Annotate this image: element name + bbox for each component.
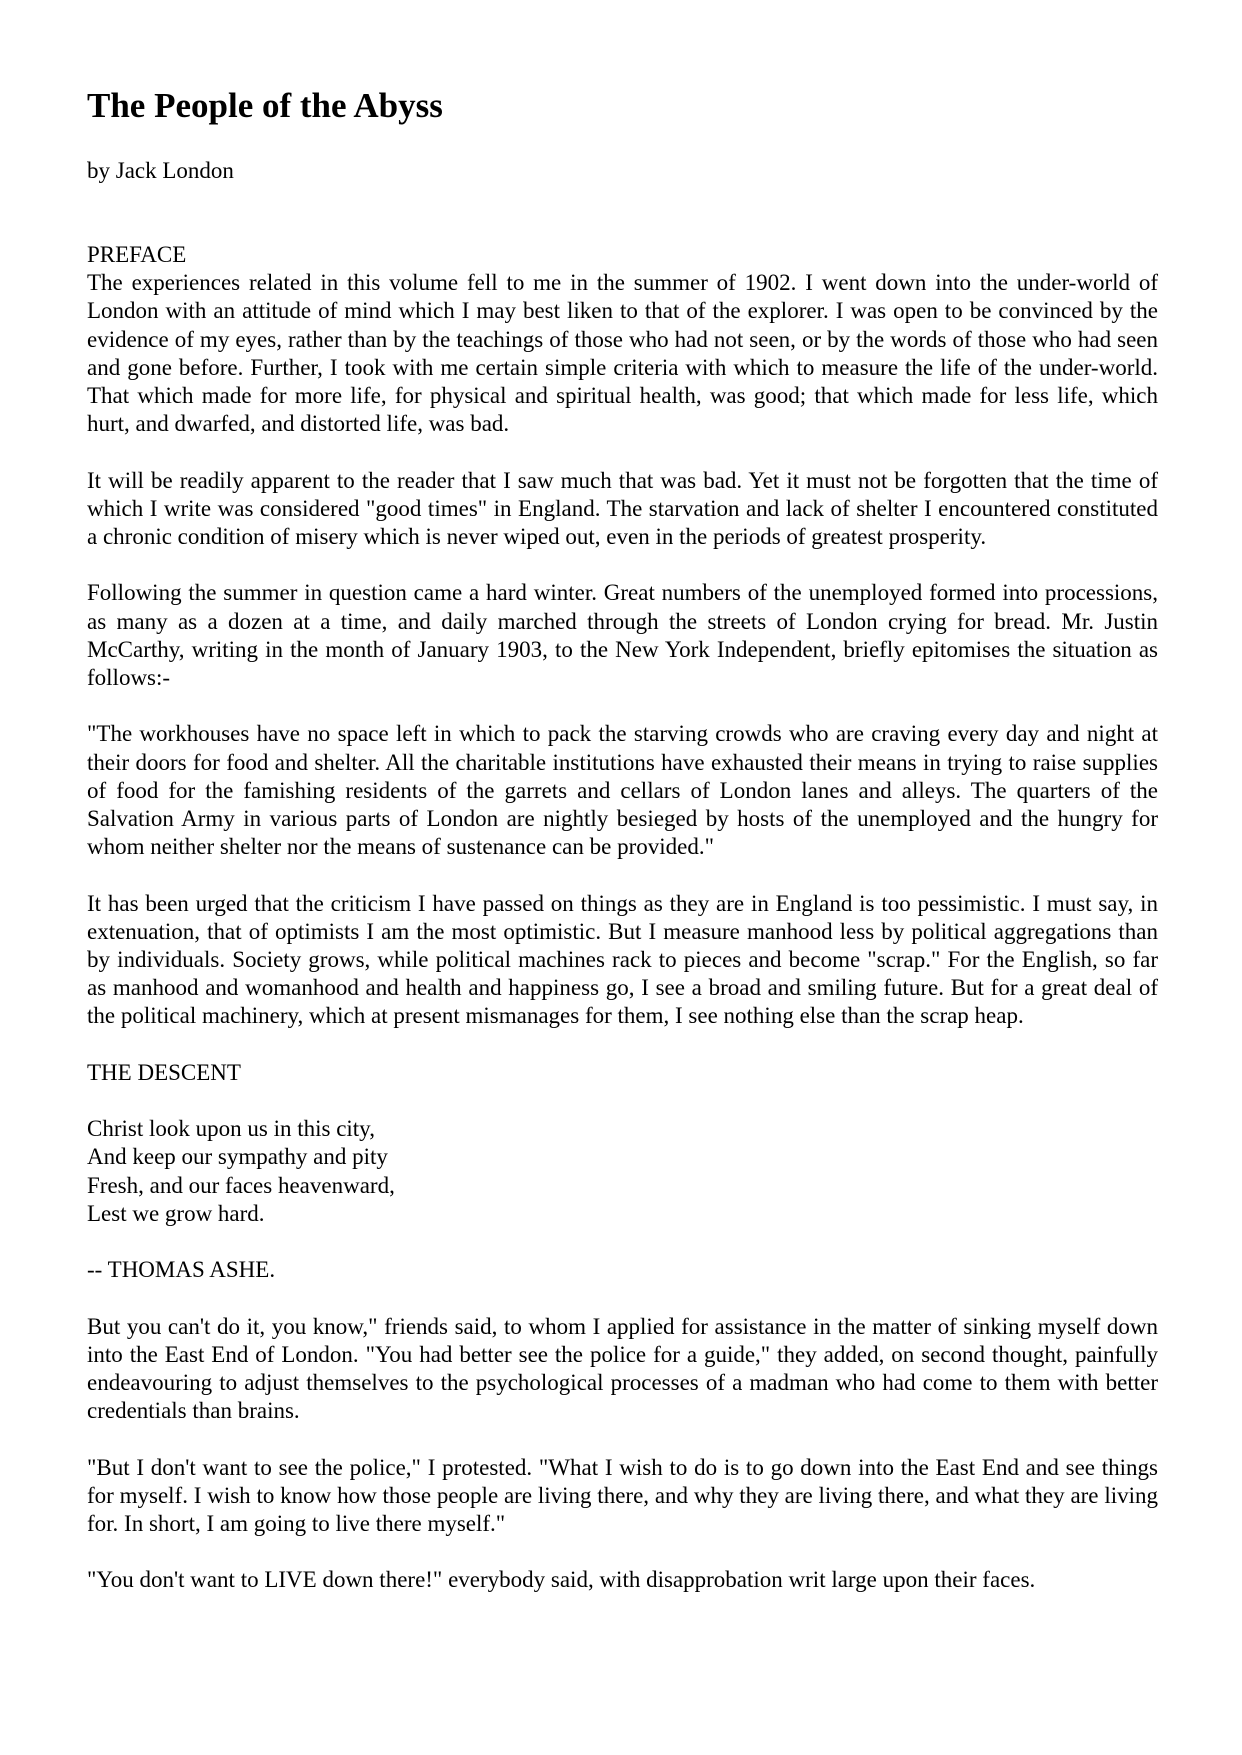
preface-heading: PREFACE [87,242,187,267]
preface-paragraph: It has been urged that the criticism I have passed on things as they are in England is too pessimistic. I must say, in extenuation, that of optimists I am the most optimistic. But I measure manhood less by political aggregations than by individuals. Society grows, while political machines rack to pieces and become "scrap." For the English, so far as manhood and womanhood and health and happiness go, I see a broad and smiling future. But for a great deal of the political machinery, which at present mismanages for them, I see nothing else than the scrap heap. [87,890,1158,1029]
poem-line: And keep our sympathy and pity [87,1144,388,1170]
document-title: The People of the Abyss [87,86,443,125]
chapter-paragraph: But you can't do it, you know," friends said, to whom I applied for assistance in the matter of sinking myself down into the East End of London. "You had better see the police for a guide," they added, on second thought, painfully endeavouring to adjust themselves to the psychological processes of a madman who had come to them with better credentials than brains. [87,1313,1158,1424]
preface-quote-paragraph: "The workhouses have no space left in which to pack the starving crowds who are craving every day and night at their doors for food and shelter. All the charitable institutions have exhausted their means in trying to raise supplies of food for the famishing residents of the garrets and cellars of London lanes and alleys. The quarters of the Salvation Army in various parts of London are nightly besieged by hosts of the unemployed and the hungry for whom neither shelter nor the means of sustenance can be provided." [87,721,1158,860]
preface-paragraph: The experiences related in this volume fell to me in the summer of 1902. I went down into the under-world of London with an attitude of mind which I may best liken to that of the explorer. I was open to be convinced by the evidence of my eyes, rather than by the teachings of those who had not seen, or by the words of those who had seen and gone before. Further, I took with me certain simple criteria with which to measure the life of the under-world. That which made for more life, for physical and spiritual health, was good; that which made for less life, which hurt, and dwarfed, and distorted life, was bad. [87,270,1158,437]
poem-line: Lest we grow hard. [87,1200,265,1226]
preface-paragraph: Following the summer in question came a hard winter. Great numbers of the unemployed formed into processions, as many as a dozen at a time, and daily marched through the streets of London crying for bread. Mr. Justin McCarthy, writing in the month of January 1903, to the New York Independent, briefly epitomises the situation as follows:- [87,580,1158,691]
chapter-paragraph: "You don't want to LIVE down there!" everybody said, with disapprobation writ large upon their faces. [87,1567,1036,1593]
preface-paragraph: It will be readily apparent to the reader that I saw much that was bad. Yet it must not be forgotten that the time of which I write was considered "good times" in England. The starvation and lack of shelter I encountered constituted a chronic condition of misery which is never wiped out, even in the periods of greatest prosperity. [87,467,1158,550]
chapter-paragraph: "But I don't want to see the police," I protested. "What I wish to do is to go down into the East End and see things for myself. I wish to know how those people are living there, and why they are living there, and what they are living for. In short, I am going to live there myself." [87,1454,1158,1536]
poem-line: Christ look upon us in this city, [87,1116,375,1142]
chapter-heading: THE DESCENT [87,1059,241,1085]
epigraph-poem [87,1115,1158,1228]
document-body [87,241,1158,1623]
epigraph-attribution: -- THOMAS ASHE. [87,1257,276,1283]
author-byline: by Jack London [87,158,234,183]
poem-line: Fresh, and our faces heavenward, [87,1172,395,1198]
